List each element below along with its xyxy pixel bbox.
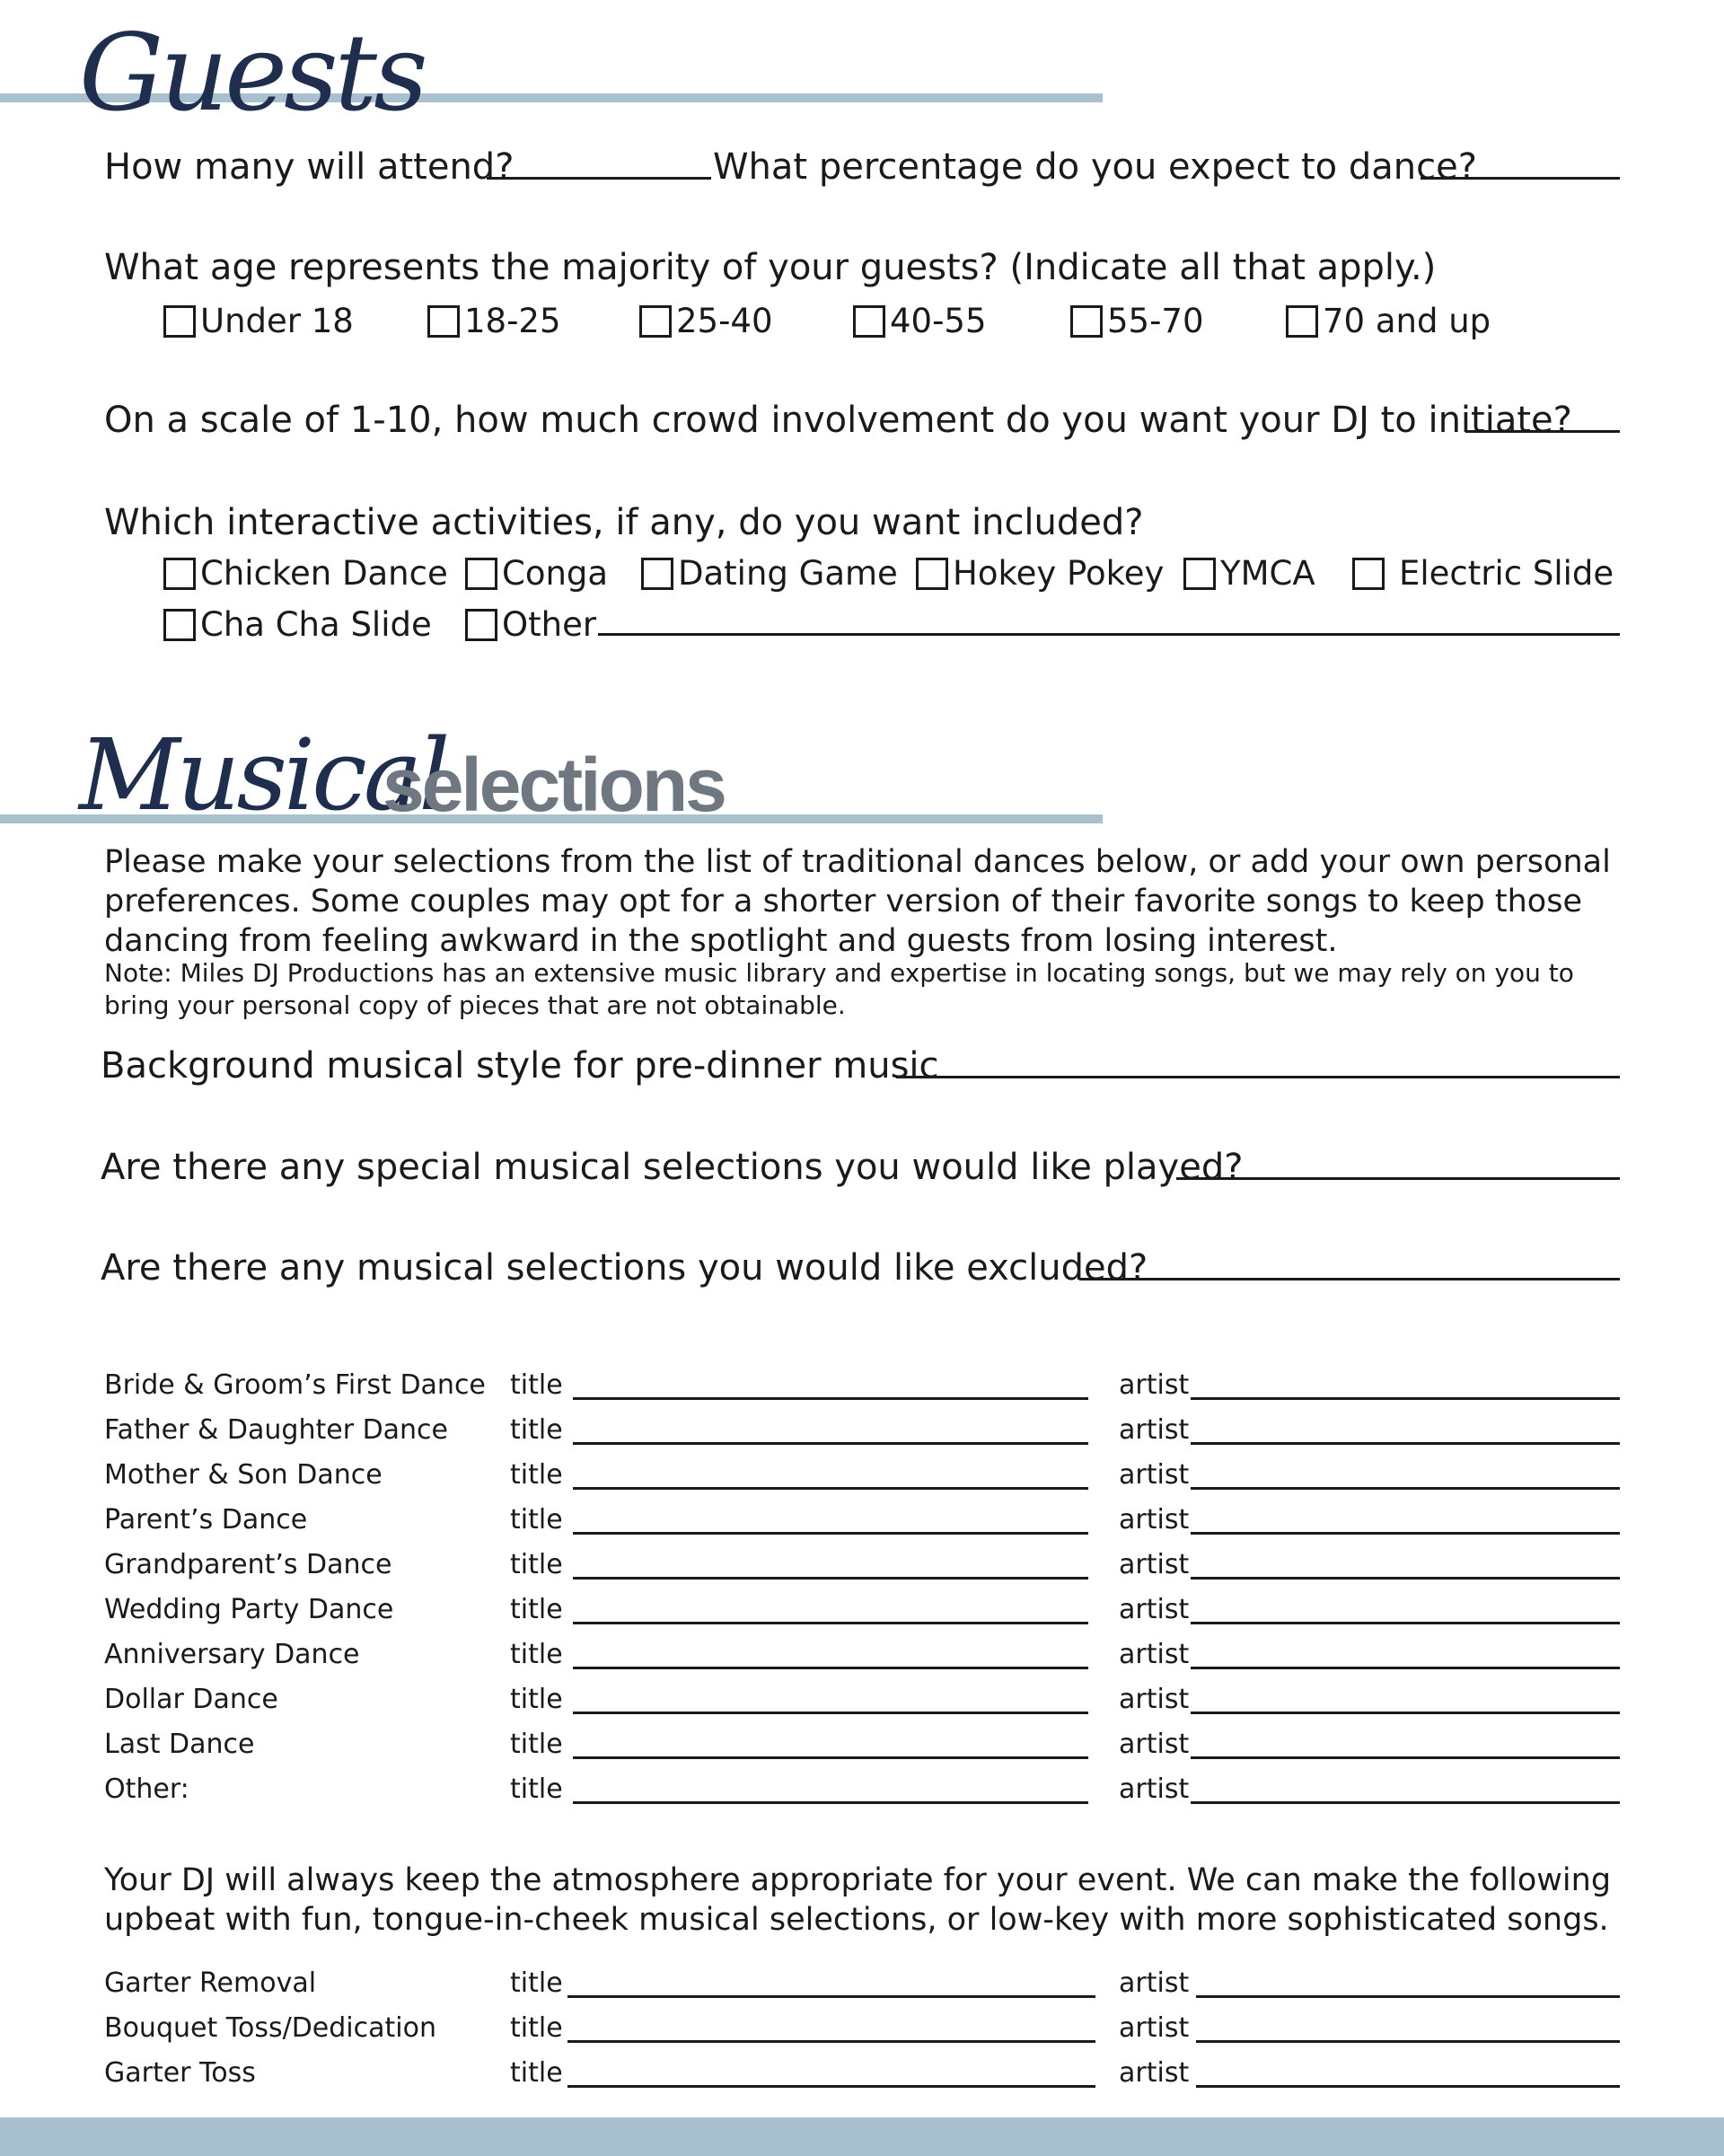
age-option-label: 25-40 — [676, 302, 773, 340]
crowd-involvement-question: On a scale of 1-10, how much crowd involvement do you want your DJ to initiate? — [104, 400, 1572, 441]
age-checkbox-25-40[interactable] — [639, 305, 672, 338]
footer-band — [0, 2117, 1724, 2156]
dance-row-grandparents — [0, 1541, 1724, 1586]
title-field[interactable] — [573, 1577, 1088, 1580]
artist-label: artist — [1119, 1369, 1190, 1401]
artist-field[interactable] — [1191, 1532, 1620, 1535]
activity-ymca[interactable] — [1183, 554, 1315, 593]
extra-row-garter-toss — [0, 2049, 1724, 2094]
dance-name: Parent’s Dance — [104, 1504, 308, 1536]
age-question: What age represents the majority of your guests? (Indicate all that apply.) — [104, 247, 1437, 288]
title-field[interactable] — [567, 1995, 1095, 1998]
dance-name: Dollar Dance — [104, 1684, 278, 1715]
activity-checkbox-other[interactable] — [465, 609, 497, 641]
artist-field[interactable] — [1191, 1712, 1620, 1714]
title-label: title — [510, 1639, 563, 1670]
dance-row-parents — [0, 1496, 1724, 1541]
activity-chicken-dance[interactable] — [163, 554, 448, 593]
extra-row-garter-removal — [0, 1959, 1724, 2004]
extra-name: Garter Removal — [104, 1967, 317, 1999]
activity-cha-cha-slide[interactable] — [163, 605, 432, 644]
activity-checkbox-chicken-dance[interactable] — [163, 558, 196, 590]
artist-field[interactable] — [1196, 2085, 1620, 2088]
activity-conga[interactable] — [465, 554, 609, 593]
music-intro-paragraph: Please make your selections from the list of traditional dances below, or add your own personal preferences. Some couples may opt for a shorter version of their favorite songs to keep those dancing from feeling awkward in the spotlight and guests from losing interest. — [104, 844, 1611, 959]
attend-question: How many will attend? — [104, 146, 515, 188]
title-label: title — [510, 1594, 563, 1625]
dance-name: Mother & Son Dance — [104, 1459, 383, 1491]
title-label: title — [510, 2057, 563, 2089]
extra-name: Bouquet Toss/Dedication — [104, 2012, 436, 2044]
artist-field[interactable] — [1196, 2040, 1620, 2043]
artist-field[interactable] — [1191, 1442, 1620, 1445]
age-option-label: Under 18 — [200, 302, 354, 340]
dance-row-last — [0, 1720, 1724, 1765]
dance-row-father-daughter — [0, 1406, 1724, 1451]
artist-field[interactable] — [1191, 1487, 1620, 1490]
title-label: title — [510, 1684, 563, 1715]
title-field[interactable] — [573, 1756, 1088, 1759]
artist-label: artist — [1119, 1639, 1190, 1670]
crowd-involvement-field[interactable] — [1465, 430, 1620, 433]
age-checkbox-under-18[interactable] — [163, 305, 196, 338]
artist-field[interactable] — [1191, 1622, 1620, 1624]
background-music-field[interactable] — [896, 1076, 1620, 1078]
title-label: title — [510, 1729, 563, 1760]
age-option-under-18[interactable] — [163, 304, 354, 338]
age-checkbox-40-55[interactable] — [853, 305, 885, 338]
artist-label: artist — [1119, 1549, 1190, 1580]
title-field[interactable] — [573, 1532, 1088, 1535]
age-checkbox-70-and-up[interactable] — [1286, 305, 1318, 338]
title-label: title — [510, 2012, 563, 2044]
atmosphere-paragraph: Your DJ will always keep the atmosphere appropriate for your event. We can make the following upbeat with fun, tongue-in-cheek musical selections, or low-key with more sophisticated songs. — [104, 1862, 1612, 1938]
music-heading-bold: selections — [383, 743, 725, 827]
title-label: title — [510, 1967, 563, 1999]
activity-checkbox-hokey-pokey[interactable] — [916, 558, 948, 590]
age-option-label: 40-55 — [890, 302, 987, 340]
activity-checkbox-dating-game[interactable] — [641, 558, 673, 590]
title-field[interactable] — [573, 1397, 1088, 1400]
extra-name: Garter Toss — [104, 2057, 256, 2089]
activity-label: Hokey Pokey — [953, 554, 1165, 593]
title-field[interactable] — [573, 1487, 1088, 1490]
age-option-25-40[interactable] — [639, 304, 773, 338]
artist-label: artist — [1119, 1414, 1190, 1446]
artist-label: artist — [1119, 1967, 1190, 1999]
attend-field[interactable] — [487, 177, 711, 180]
age-option-55-70[interactable] — [1070, 304, 1204, 338]
artist-field[interactable] — [1196, 1995, 1620, 1998]
artist-field[interactable] — [1191, 1667, 1620, 1669]
age-checkbox-55-70[interactable] — [1070, 305, 1103, 338]
title-label: title — [510, 1459, 563, 1491]
special-selections-field[interactable] — [1176, 1177, 1620, 1180]
artist-label: artist — [1119, 1459, 1190, 1491]
title-field[interactable] — [573, 1442, 1088, 1445]
title-label: title — [510, 1549, 563, 1580]
title-field[interactable] — [573, 1622, 1088, 1624]
activity-checkbox-conga[interactable] — [465, 558, 497, 590]
dance-name: Father & Daughter Dance — [104, 1414, 449, 1446]
artist-label: artist — [1119, 2012, 1190, 2044]
dance-percentage-field[interactable] — [1421, 177, 1620, 180]
activity-other-field[interactable] — [598, 633, 1620, 636]
activity-label: Dating Game — [678, 554, 898, 593]
artist-field[interactable] — [1191, 1801, 1620, 1804]
special-selections-question: Are there any special musical selections you would like played? — [101, 1147, 1244, 1188]
dance-row-mother-son — [0, 1451, 1724, 1496]
dance-row-first-dance — [0, 1361, 1724, 1406]
artist-label: artist — [1119, 1773, 1190, 1805]
dance-name: Other: — [104, 1773, 189, 1805]
age-option-label: 70 and up — [1323, 302, 1491, 340]
activity-label: Chicken Dance — [200, 554, 448, 593]
dance-name: Wedding Party Dance — [104, 1594, 394, 1625]
activity-checkbox-ymca[interactable] — [1183, 558, 1216, 590]
title-label: title — [510, 1504, 563, 1536]
title-field[interactable] — [567, 2040, 1095, 2043]
title-field[interactable] — [573, 1667, 1088, 1669]
artist-label: artist — [1119, 1684, 1190, 1715]
activity-checkbox-cha-cha-slide[interactable] — [163, 609, 196, 641]
excluded-selections-question: Are there any musical selections you would like excluded? — [101, 1247, 1148, 1289]
music-note: Note: Miles DJ Productions has an extensive music library and expertise in locating songs, but we may rely on you to bring your personal copy of pieces that are not obtainable. — [104, 958, 1574, 1020]
age-option-18-25[interactable] — [427, 304, 561, 338]
age-checkbox-18-25[interactable] — [427, 305, 460, 338]
dance-row-wedding-party — [0, 1586, 1724, 1631]
dance-name: Last Dance — [104, 1729, 255, 1760]
activity-dating-game[interactable] — [641, 554, 898, 593]
artist-label: artist — [1119, 1504, 1190, 1536]
dance-name: Bride & Groom’s First Dance — [104, 1369, 486, 1401]
dance-row-other — [0, 1765, 1724, 1810]
artist-field[interactable] — [1191, 1397, 1620, 1400]
activity-label: Cha Cha Slide — [200, 605, 432, 644]
artist-label: artist — [1119, 1594, 1190, 1625]
title-field[interactable] — [573, 1712, 1088, 1714]
artist-field[interactable] — [1191, 1577, 1620, 1580]
age-option-label: 55-70 — [1107, 302, 1204, 340]
excluded-selections-field[interactable] — [1079, 1278, 1620, 1280]
activity-electric-slide[interactable] — [1352, 554, 1614, 593]
title-field[interactable] — [573, 1801, 1088, 1804]
activity-label: YMCA — [1220, 554, 1315, 593]
activity-checkbox-electric-slide[interactable] — [1352, 558, 1385, 590]
guests-heading: Guests — [79, 11, 425, 135]
dance-percentage-question: What percentage do you expect to dance? — [713, 146, 1477, 188]
dance-name: Grandparent’s Dance — [104, 1549, 392, 1580]
music-heading-script: Musical — [79, 717, 447, 832]
title-label: title — [510, 1773, 563, 1805]
activity-hokey-pokey[interactable] — [916, 554, 1165, 593]
artist-field[interactable] — [1191, 1756, 1620, 1759]
dance-row-dollar — [0, 1676, 1724, 1720]
background-music-question: Background musical style for pre-dinner music — [101, 1045, 939, 1087]
activity-label: Conga — [502, 554, 609, 593]
title-field[interactable] — [567, 2085, 1095, 2088]
dance-row-anniversary — [0, 1631, 1724, 1676]
artist-label: artist — [1119, 2057, 1190, 2089]
activity-other[interactable] — [465, 605, 597, 644]
activity-label: Other — [502, 605, 597, 644]
age-option-40-55[interactable] — [853, 304, 987, 338]
age-option-label: 18-25 — [464, 302, 561, 340]
artist-label: artist — [1119, 1729, 1190, 1760]
title-label: title — [510, 1414, 563, 1446]
activity-label: Electric Slide — [1399, 554, 1614, 593]
extra-row-bouquet-toss — [0, 2004, 1724, 2049]
title-label: title — [510, 1369, 563, 1401]
dance-name: Anniversary Dance — [104, 1639, 360, 1670]
age-option-70-and-up[interactable] — [1286, 304, 1491, 338]
activities-question: Which interactive activities, if any, do you want included? — [104, 502, 1144, 543]
